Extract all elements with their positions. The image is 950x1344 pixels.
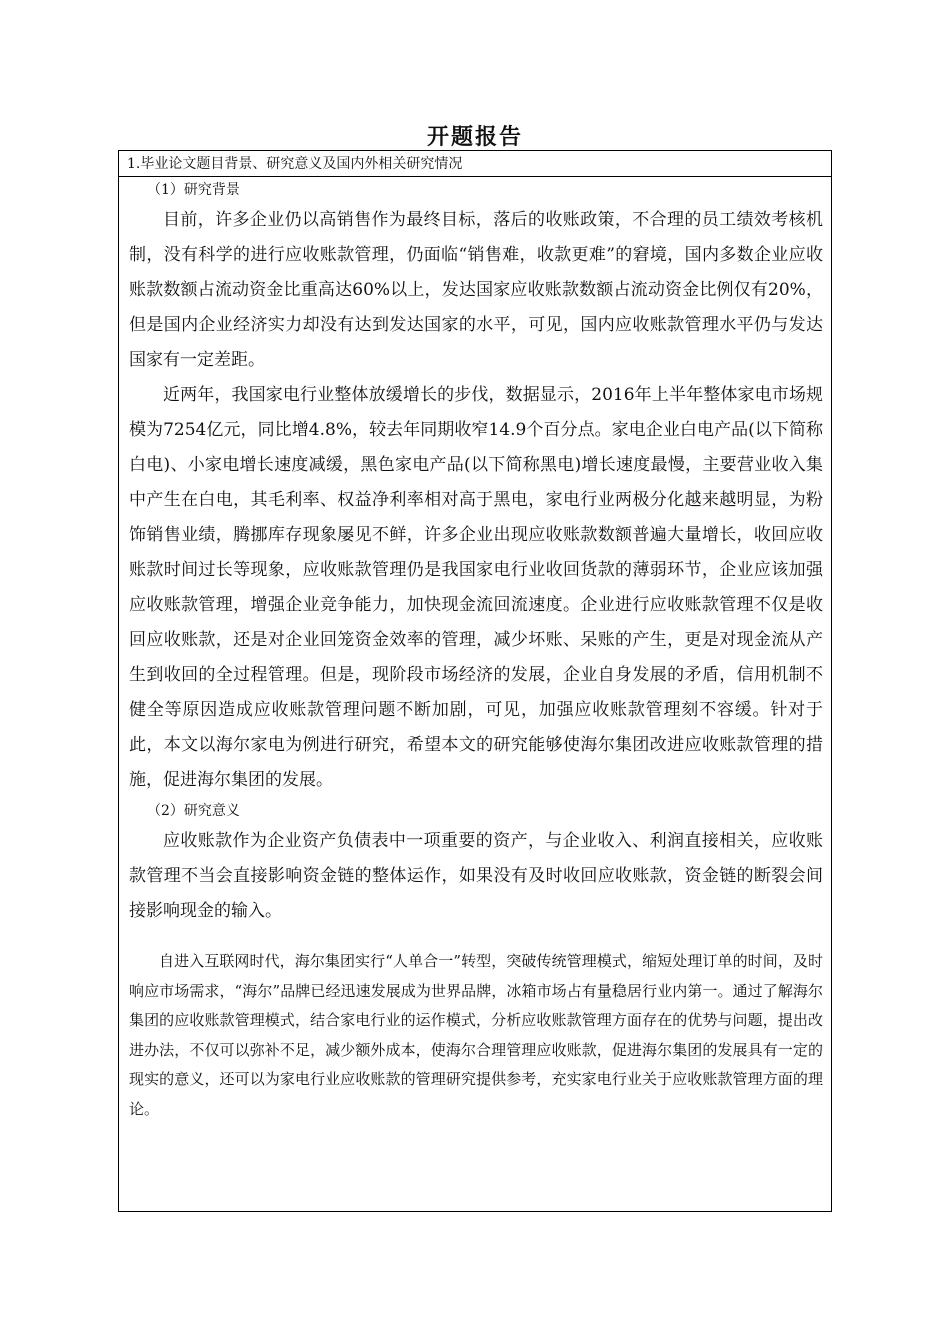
subheading-research-significance: （2）研究意义: [147, 803, 240, 819]
paragraph-3: 应收账款作为企业资产负债表中一项重要的资产，与企业收入、利润直接相关，应收账款管理不当会直接影响资金链的整体运作，如果没有及时收回应收账款，资金链的断裂会间接影响现金的输入。: [129, 831, 823, 921]
paragraph-1: 目前，许多企业仍以高销售作为最终目标，落后的收账政策，不合理的员工绩效考核机制，没有科学的进行应收账款管理，仍面临“销售难，收款更难”的窘境，国内多数企业应收账款数额占流动资金比重高达60%以上，发达国家应收账款数额占流动资金比例仅有20%，但是国内企业经济实力却没有达到发达国家的水平，可见，国内应收账款管理水平仍与发达国家有一定差距。: [129, 210, 823, 370]
page-title: 开题报告: [426, 124, 523, 150]
report-table: [118, 150, 832, 1212]
section-content: [129, 177, 823, 1124]
subheading-research-background: （1）研究背景: [147, 182, 240, 198]
section-heading: 1.毕业论文题目背景、研究意义及国内外相关研究情况: [119, 151, 831, 177]
paragraph-2: 近两年，我国家电行业整体放缓增长的步伐，数据显示，2016年上半年整体家电市场规模为7254亿元，同比增4.8%，较去年同期收窄14.9个百分点。家电企业白电产品(以下简称白电)、小家电增长速度减缓，黑色家电产品(以下简称黑电)增长速度最慢，主要营业收入集中产生在白电，其毛利率、权益净利率相对高于黑电，家电行业两极分化越来越明显，为粉饰销售业绩，腾挪库存现象屡见不鲜，许多企业出现应收账款数额普遍大量增长，收回应收账款时间过长等现象，应收账款管理仍是我国家电行业收回货款的薄弱环节，企业应该加强应收账款管理，增强企业竞争能力，加快现金流回流速度。企业进行应收账款管理不仅是收回应收账款，还是对企业回笼资金效率的管理，减少坏账、呆账的产生，更是对现金流从产生到收回的全过程管理。但是，现阶段市场经济的发展，企业自身发展的矛盾，信用机制不健全等原因造成应收账款管理问题不断加剧，可见，加强应收账款管理刻不容缓。针对于此，本文以海尔家电为例进行研究，希望本文的研究能够使海尔集团改进应收账款管理的措施，促进海尔集团的发展。: [129, 385, 823, 790]
paragraph-4: 自进入互联网时代，海尔集团实行“人单合一”转型，突破传统管理模式，缩短处理订单的时间，及时响应市场需求，“海尔”品牌已经迅速发展成为世界品牌，冰箱市场占有量稳居行业内第一。通过了解海尔集团的应收账款管理模式，结合家电行业的运作模式，分析应收账款管理方面存在的优势与问题，提出改进办法，不仅可以弥补不足，减少额外成本，使海尔合理管理应收账款，促进海尔集团的发展具有一定的现实的意义，还可以为家电行业应收账款的管理研究提供参考，充实家电行业关于应收账款管理方面的理论。: [129, 952, 823, 1118]
